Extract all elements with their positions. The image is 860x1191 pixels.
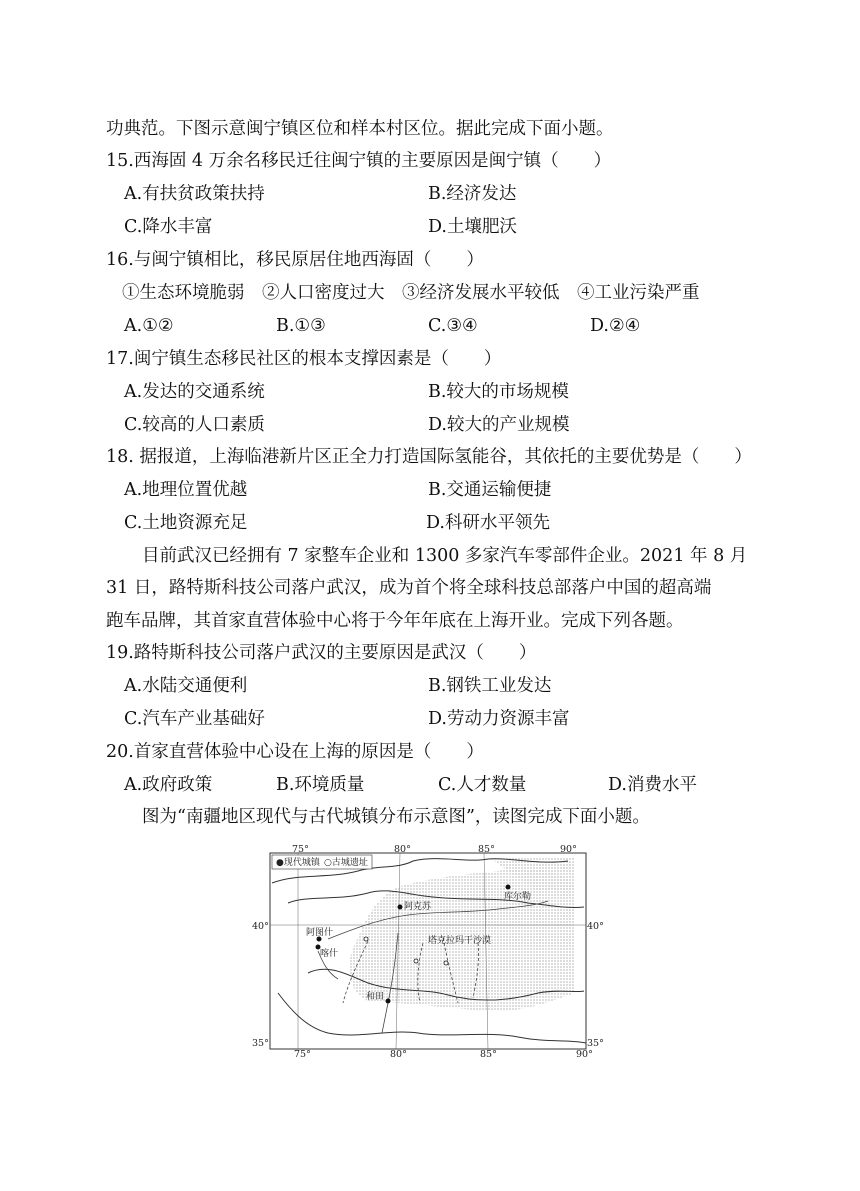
- ancient-ruin-marker: [364, 937, 368, 941]
- passage-line-3: 跑车品牌，其首家直营体验中心将于今年年底在上海开业。完成下列各题。: [106, 611, 684, 631]
- q15-option-a: A.有扶贫政策扶持: [124, 184, 265, 204]
- q19-option-d: D.劳动力资源丰富: [428, 709, 570, 729]
- q20-option-b: B.环境质量: [276, 775, 365, 795]
- q17-option-d: D.较大的产业规模: [428, 415, 570, 435]
- q20-option-c: C.人才数量: [438, 775, 527, 795]
- q18-option-c: C.土地资源充足: [124, 513, 248, 533]
- lat-label-right-35: 35°: [587, 1038, 604, 1049]
- q16-option-d: D.②④: [590, 316, 641, 336]
- q16-option-b: B.①③: [276, 316, 326, 336]
- q17-option-b: B.较大的市场规模: [428, 382, 569, 402]
- city-label-aksu: 阿克苏: [404, 902, 432, 912]
- lat-label-right-40: 40°: [587, 921, 604, 932]
- q19-option-c: C.汽车产业基础好: [124, 709, 265, 729]
- q16-statements: ①生态环境脆弱 ②人口密度过大 ③经济发展水平较低 ④工业污染严重: [122, 283, 700, 303]
- question-19-stem: 19.路特斯科技公司落户武汉的主要原因是武汉（ ）: [106, 643, 537, 663]
- lon-label-bottom-85: 85°: [480, 1049, 497, 1060]
- city-label-korla: 库尔勒: [504, 892, 532, 902]
- city-label-hotan: 和田: [366, 992, 385, 1002]
- south-xinjiang-map: [248, 843, 604, 1060]
- q18-option-a: A.地理位置优越: [124, 480, 248, 500]
- passage-line-1: 目前武汉已经拥有 7 家整车企业和 1300 多家汽车零部件企业。2021 年 8 月: [142, 546, 748, 566]
- q20-option-a: A.政府政策: [124, 775, 213, 795]
- q19-option-b: B.钢铁工业发达: [428, 676, 552, 696]
- question-15-stem: 15.西海固 4 万余名移民迁往闽宁镇的主要原因是闽宁镇（ ）: [106, 151, 612, 171]
- lon-label-top-75: 75°: [292, 844, 309, 855]
- question-17-stem: 17.闽宁镇生态移民社区的根本支撑因素是（ ）: [106, 349, 502, 369]
- city-label-artux: 阿图什: [306, 928, 334, 938]
- passage-line-2: 31 日，路特斯科技公司落户武汉，成为首个将全球科技总部落户中国的超高端: [106, 578, 712, 598]
- lon-label-bottom-80: 80°: [390, 1049, 407, 1060]
- q18-option-b: B.交通运输便捷: [428, 480, 552, 500]
- city-marker-aksu: [398, 905, 403, 910]
- lon-label-top-85: 85°: [478, 844, 495, 855]
- q15-option-b: B.经济发达: [428, 184, 517, 204]
- q18-option-d: D.科研水平领先: [426, 513, 550, 533]
- question-20-stem: 20.首家直营体验中心设在上海的原因是（ ）: [106, 742, 484, 762]
- intro-text: 功典范。下图示意闽宁镇区位和样本村区位。据此完成下面小题。: [106, 119, 614, 139]
- q20-option-d: D.消费水平: [608, 775, 697, 795]
- lon-label-bottom-90: 90°: [576, 1049, 593, 1060]
- ancient-ruin-marker: [414, 959, 418, 963]
- map-intro: 图为“南疆地区现代与古代城镇分布示意图”，读图完成下面小题。: [142, 807, 650, 827]
- q16-option-a: A.①②: [124, 316, 174, 336]
- lon-label-top-80: 80°: [394, 844, 411, 855]
- question-16-stem: 16.与闽宁镇相比，移民原居住地西海固（ ）: [106, 250, 484, 270]
- city-marker-hotan: [386, 999, 391, 1004]
- q17-option-c: C.较高的人口素质: [124, 415, 265, 435]
- q15-option-c: C.降水丰富: [124, 217, 213, 237]
- q19-option-a: A.水陆交通便利: [124, 676, 248, 696]
- legend-modern-town: ●现代城镇: [276, 858, 320, 868]
- question-18-stem: 18. 据报道，上海临港新片区正全力打造国际氢能谷，其依托的主要优势是（ ）: [106, 447, 752, 467]
- q16-option-c: C.③④: [428, 316, 478, 336]
- lon-label-top-90: 90°: [560, 844, 577, 855]
- city-marker-korla: [506, 885, 511, 890]
- city-label-kashgar: 喀什: [320, 949, 339, 959]
- lat-label-left-40: 40°: [252, 921, 269, 932]
- lon-label-bottom-75: 75°: [294, 1049, 311, 1060]
- q17-option-a: A.发达的交通系统: [124, 382, 265, 402]
- desert-label: 塔克拉玛干沙漠: [428, 936, 492, 946]
- lat-label-left-35: 35°: [252, 1038, 269, 1049]
- ancient-ruin-marker: [444, 961, 448, 965]
- q15-option-d: D.土壤肥沃: [428, 217, 517, 237]
- legend-ancient-ruin: ○古城遗址: [324, 858, 368, 868]
